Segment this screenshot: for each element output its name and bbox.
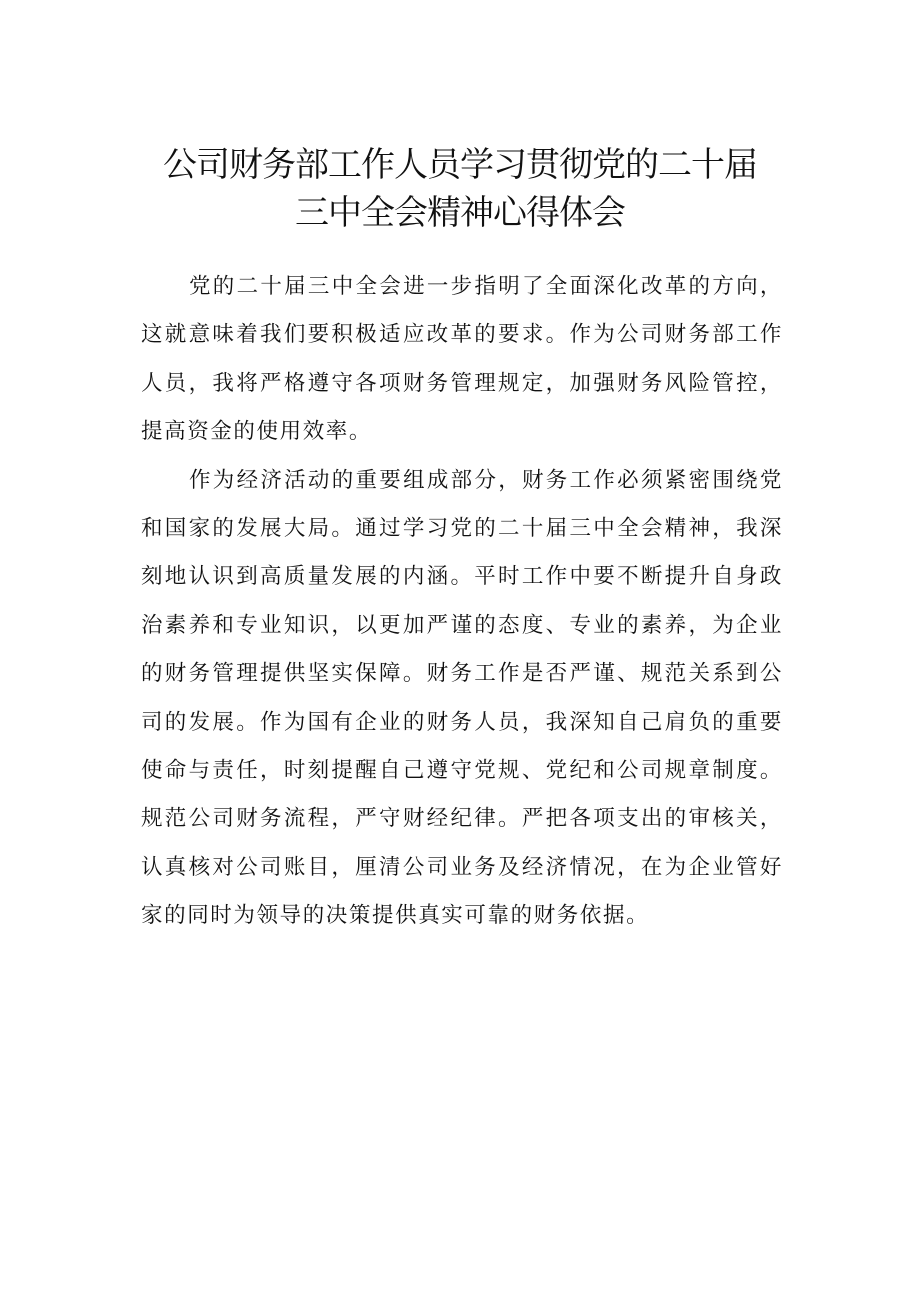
paragraph-1: 党的二十届三中全会进一步指明了全面深化改革的方向，这就意味着我们要积极适应改革的要求。作为公司财务部工作人员，我将严格遵守各项财务管理规定，加强财务风险管控，提高资金的使用效率。 <box>141 274 783 445</box>
document-title <box>0 141 920 237</box>
title-line-2: 三中全会精神心得体会 <box>295 193 625 233</box>
document-body <box>141 263 783 941</box>
paragraph-2: 作为经济活动的重要组成部分，财务工作必须紧密围绕党和国家的发展大局。通过学习党的二十届三中全会精神，我深刻地认识到高质量发展的内涵。平时工作中要不断提升自身政治素养和专业知识，以更加严谨的态度、专业的素养，为企业的财务管理提供坚实保障。财务工作是否严谨、规范关系到公司的发展。作为国有企业的财务人员，我深知自己肩负的重要使命与责任，时刻提醒自己遵守党规、党纪和公司规章制度。规范公司财务流程，严守财经纪律。严把各项支出的审核关，认真核对公司账目，厘清公司业务及经济情况，在为企业管好家的同时为领导的决策提供真实可靠的财务依据。 <box>141 467 783 929</box>
title-line-1: 公司财务部工作人员学习贯彻党的二十届 <box>163 145 757 185</box>
